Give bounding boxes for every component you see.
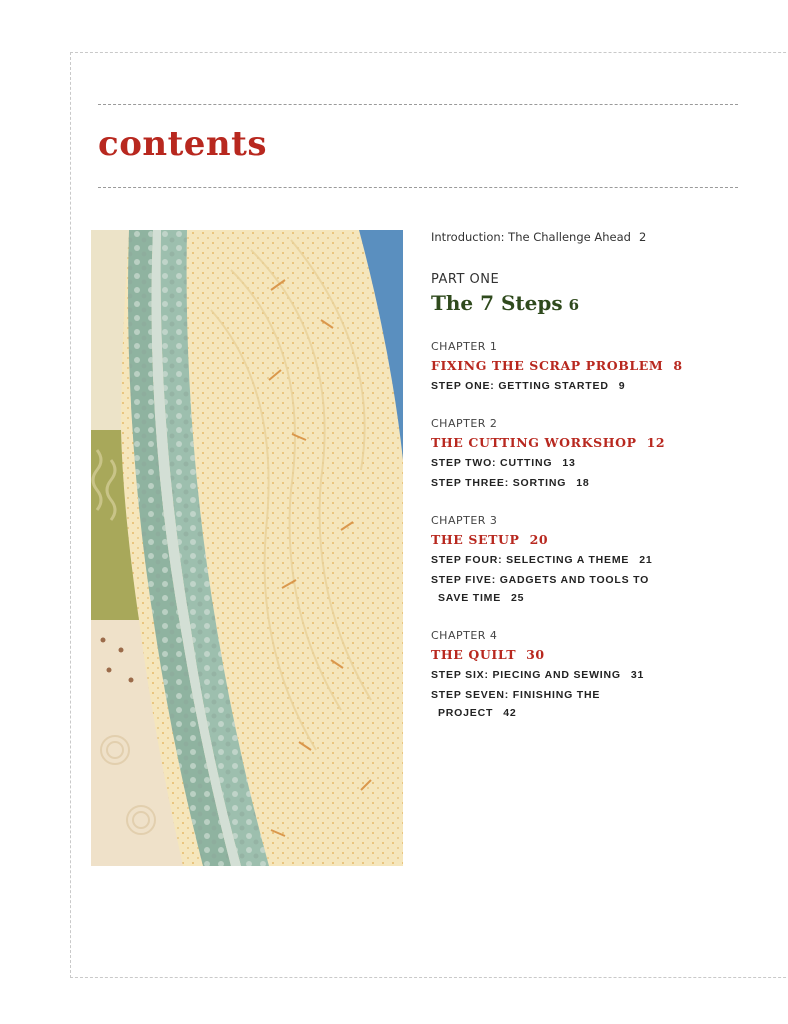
- chapter-label: CHAPTER 4: [431, 629, 498, 642]
- toc-intro-page: 2: [638, 230, 647, 244]
- part-title[interactable]: [431, 290, 771, 318]
- step-label: STEP FOUR: SELECTING A THEME: [431, 554, 630, 566]
- chapter-4: [431, 629, 771, 722]
- chapter-title-page: 20: [529, 532, 549, 547]
- step-entry[interactable]: [431, 454, 701, 472]
- chapter-title-text: THE SETUP: [431, 532, 520, 547]
- step-page: 21: [639, 554, 653, 566]
- chapter-label: CHAPTER 1: [431, 340, 498, 353]
- chapter-title[interactable]: [431, 531, 771, 549]
- step-page: 31: [630, 669, 645, 681]
- step-label: STEP THREE: SORTING: [431, 477, 567, 489]
- chapter-title-page: 30: [526, 647, 545, 662]
- chapter-title-text: THE CUTTING WORKSHOP: [431, 435, 637, 450]
- step-entry[interactable]: [431, 686, 701, 722]
- part-title-page: 6: [568, 296, 580, 314]
- step-label: STEP SIX: PIECING AND SEWING: [431, 669, 621, 681]
- step-label-cont-text: SAVE TIME: [438, 592, 502, 604]
- step-label: STEP FIVE: GADGETS AND TOOLS TO: [431, 574, 650, 586]
- toc-intro[interactable]: [431, 228, 771, 248]
- chapter-title[interactable]: [431, 646, 771, 664]
- step-entry[interactable]: [431, 666, 701, 684]
- table-of-contents: [431, 228, 771, 722]
- step-entry[interactable]: [431, 571, 701, 607]
- step-label-continued: [431, 589, 701, 607]
- quilt-illustration: [91, 230, 403, 866]
- step-label: STEP ONE: GETTING STARTED: [431, 380, 609, 392]
- step-entry[interactable]: [431, 474, 701, 492]
- chapter-title-text: THE QUILT: [431, 647, 517, 662]
- step-label: STEP TWO: CUTTING: [431, 457, 553, 469]
- step-page: 42: [503, 707, 517, 719]
- dashed-rule-top: [98, 104, 738, 105]
- chapter-2: [431, 417, 771, 492]
- chapter-label: CHAPTER 2: [431, 417, 498, 430]
- chapter-title-page: 12: [646, 435, 666, 450]
- step-entry[interactable]: [431, 551, 701, 569]
- chapter-title-page: 8: [673, 358, 683, 373]
- chapter-title-text: FIXING THE SCRAP PROBLEM: [431, 358, 664, 373]
- chapter-label: CHAPTER 3: [431, 514, 498, 527]
- chapter-3: [431, 514, 771, 607]
- step-entry[interactable]: [431, 377, 701, 395]
- step-label: STEP SEVEN: FINISHING THE: [431, 689, 601, 701]
- page-title: contents: [98, 124, 268, 164]
- part-label: PART ONE: [431, 272, 500, 287]
- step-page: 9: [618, 380, 626, 392]
- chapter-title[interactable]: [431, 434, 771, 452]
- step-label-continued: [431, 704, 701, 722]
- step-page: 25: [511, 592, 525, 604]
- quilt-photo: [91, 230, 403, 866]
- part-title-text: The 7 Steps: [431, 291, 563, 315]
- toc-intro-label: Introduction: The Challenge Ahead: [431, 230, 631, 244]
- chapter-1: [431, 340, 771, 395]
- step-label-cont-text: PROJECT: [438, 707, 494, 719]
- dashed-rule-bottom: [98, 187, 738, 188]
- chapter-title[interactable]: [431, 357, 771, 375]
- step-page: 18: [576, 477, 590, 489]
- step-page: 13: [562, 457, 576, 469]
